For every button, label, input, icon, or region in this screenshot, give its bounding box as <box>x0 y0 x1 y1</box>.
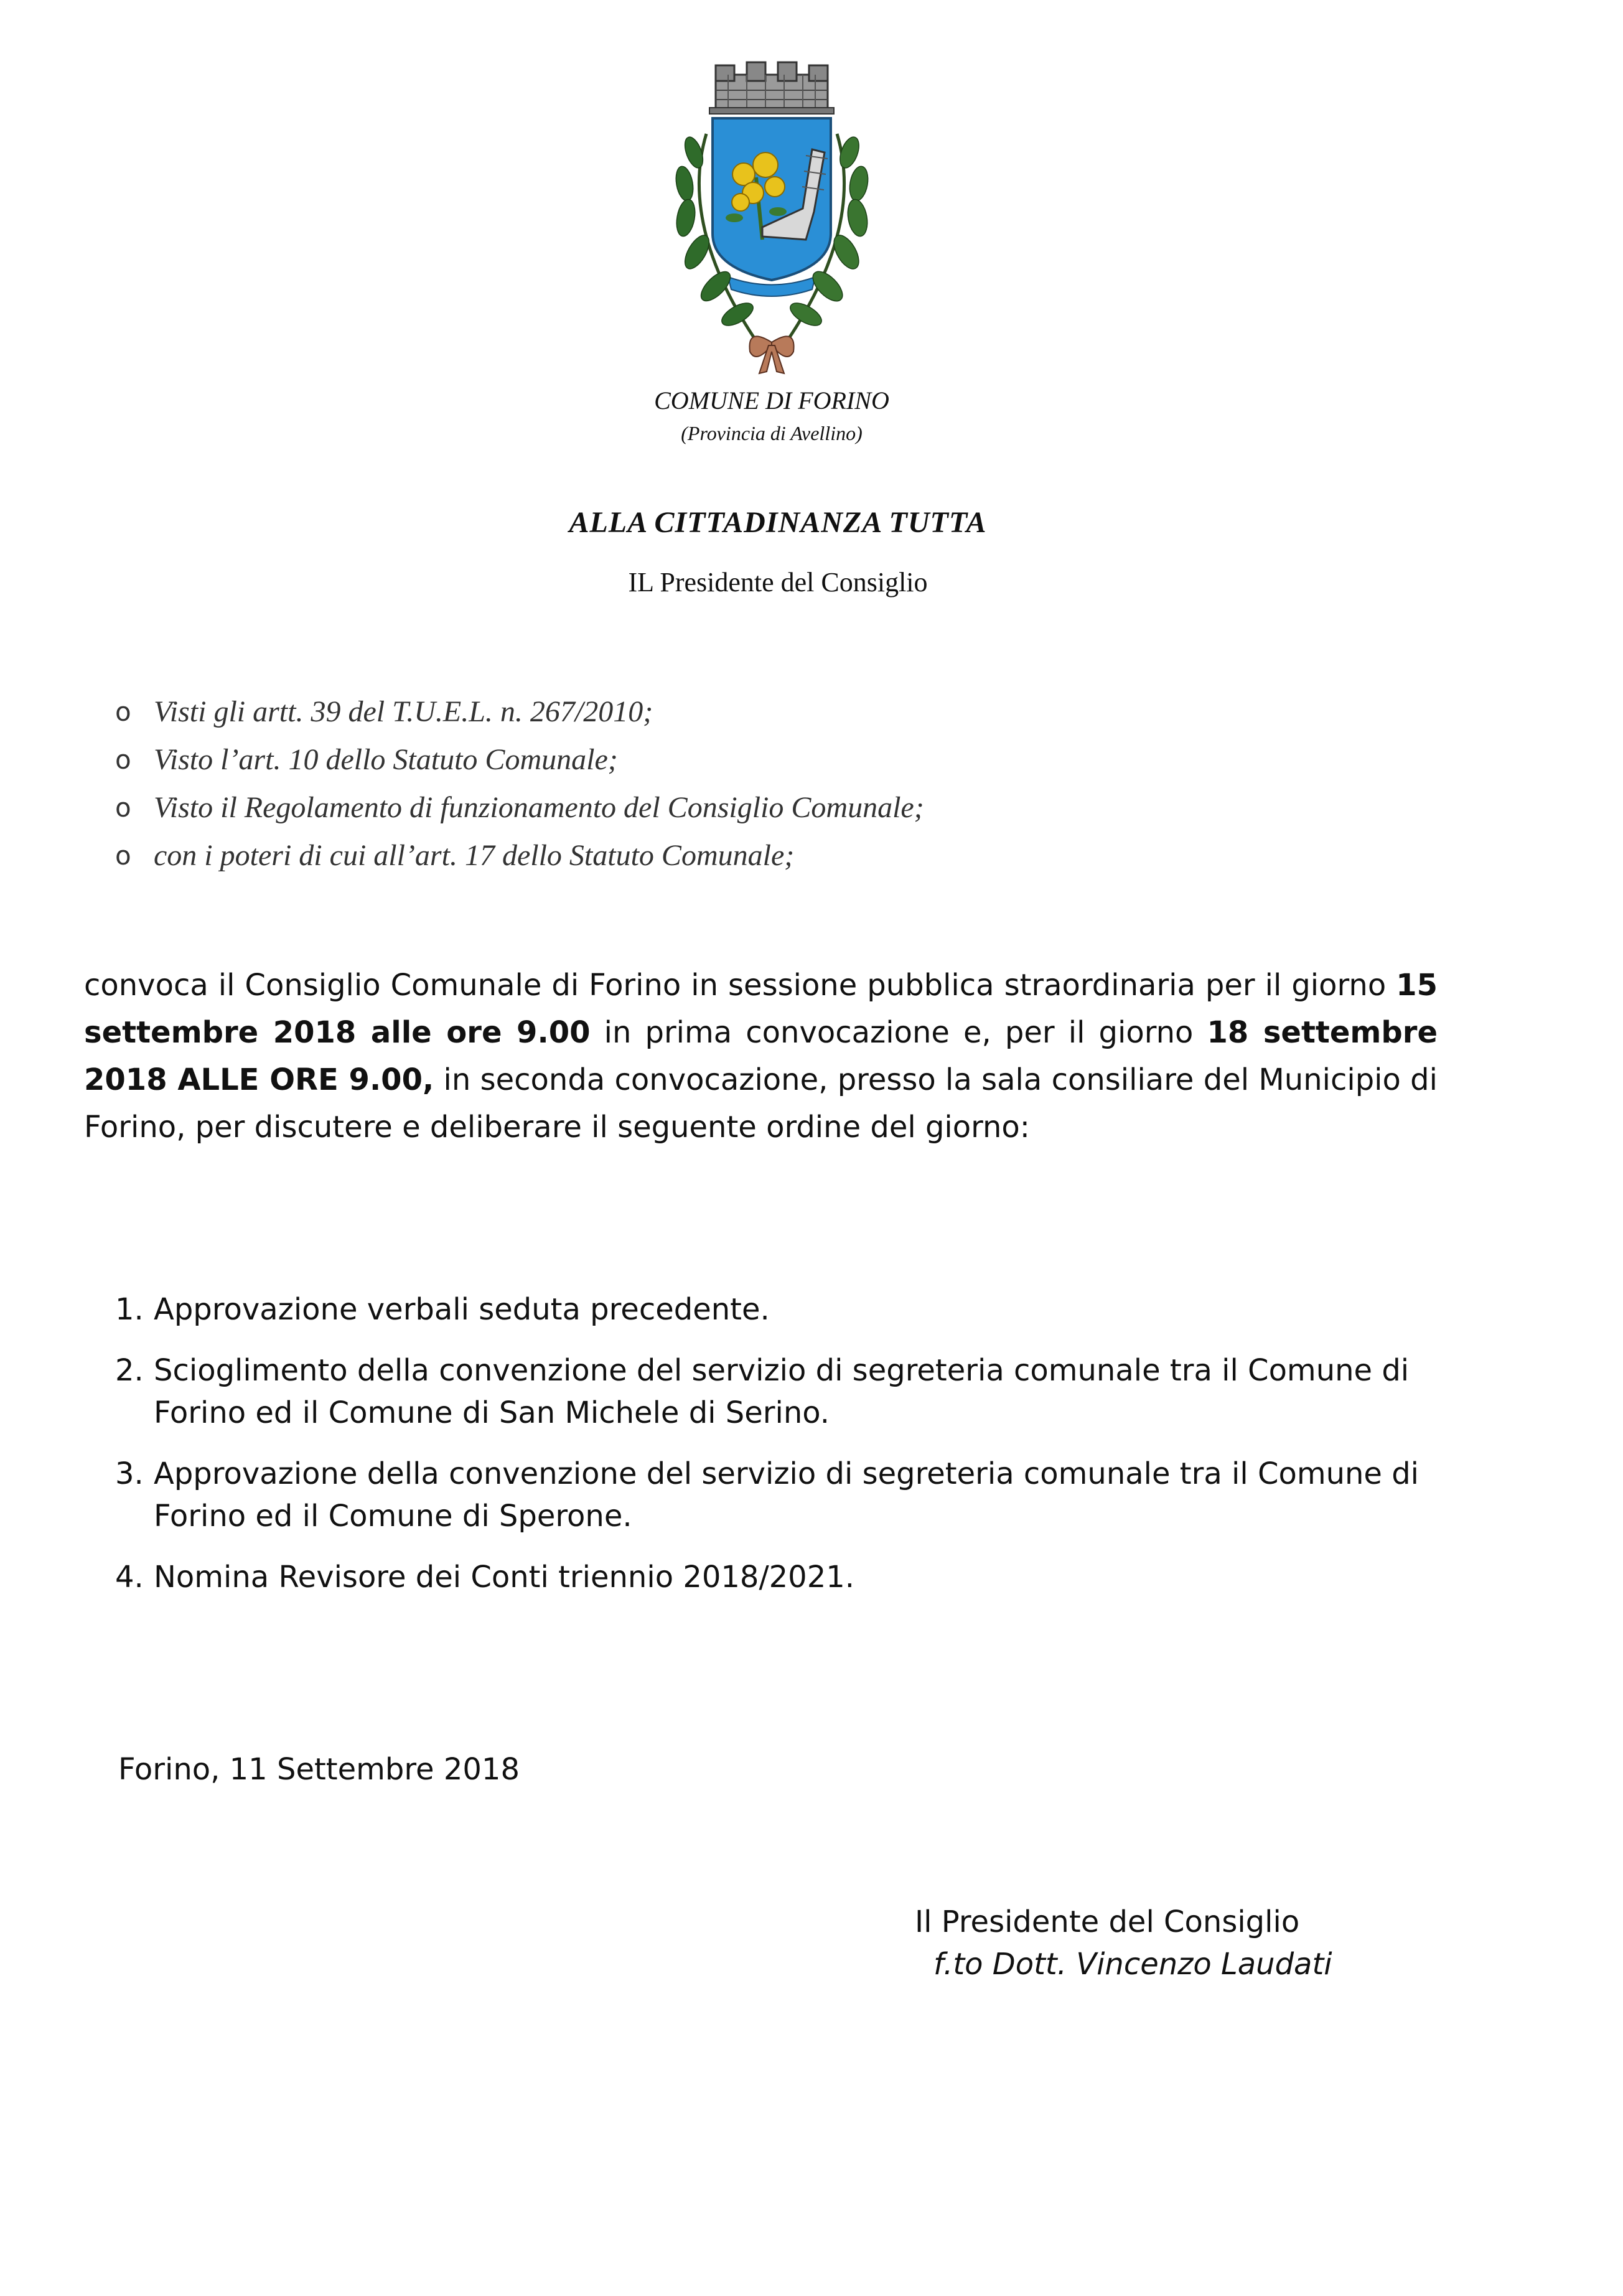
list-item <box>115 1556 1453 1598</box>
premises-list <box>115 688 1298 879</box>
list-item <box>115 832 1298 879</box>
signature-title: Il Presidente del Consiglio <box>915 1905 1300 1939</box>
convocation-paragraph <box>84 962 1438 1151</box>
body-text-2: in prima convocazione e, per il giorno <box>590 1015 1207 1050</box>
agenda-number: 2. <box>115 1353 144 1388</box>
list-item <box>115 784 1298 832</box>
signature-name: f.to Dott. Vincenzo Laudati <box>933 1947 1332 1982</box>
agenda-text: Scioglimento della convenzione del servizio di segreteria comunale tra il Comune di Forino ed il Comune di San Michele di Serino. <box>154 1353 1410 1430</box>
agenda-number: 3. <box>115 1456 144 1491</box>
agenda-number: 4. <box>115 1560 144 1595</box>
body-text-1: convoca il Consiglio Comunale di Forino in sessione pubblica straordinaria per il giorno <box>84 968 1396 1003</box>
agenda-text: Approvazione della convenzione del servizio di segreteria comunale tra il Comune di Forino ed il Comune di Sperone. <box>154 1456 1420 1534</box>
salutation-heading: ALLA CITTADINANZA TUTTA <box>569 506 987 539</box>
body-text-3: in seconda convocazione, presso la sala consiliare del Municipio di Forino, per discutere e deliberare il seguente ordine del giorno: <box>84 1062 1438 1145</box>
agenda-text: Nomina Revisore dei Conti triennio 2018/2021. <box>154 1560 855 1595</box>
comune-name: COMUNE DI FORINO <box>654 387 889 415</box>
issuer-line: IL Presidente del Consiglio <box>628 567 928 597</box>
provincia-label: (Provincia di Avellino) <box>681 422 863 444</box>
crown-icon <box>709 62 834 114</box>
premise-text: Visto il Regolamento di funzionamento del Consiglio Comunale; <box>154 791 924 824</box>
list-item <box>115 736 1298 784</box>
list-item <box>115 688 1298 736</box>
premise-text: Visto l’art. 10 dello Statuto Comunale; <box>154 743 618 776</box>
premise-text: con i poteri di cui all’art. 17 dello Statuto Comunale; <box>154 839 795 872</box>
second-date: 18 settembre 2018 ALLE ORE 9.00, <box>84 1015 1438 1097</box>
bullet: o <box>115 696 131 727</box>
first-date: 15 settembre 2018 alle ore 9.00 <box>84 968 1438 1050</box>
list-item <box>115 1288 1453 1331</box>
place-date: Forino, 11 Settembre 2018 <box>118 1752 520 1787</box>
list-item <box>115 1349 1453 1434</box>
bullet: o <box>115 792 131 823</box>
bullet: o <box>115 744 131 775</box>
premise-text: Visti gli artt. 39 del T.U.E.L. n. 267/2010; <box>154 695 653 728</box>
list-item <box>115 1453 1453 1537</box>
bullet: o <box>115 840 131 871</box>
agenda-number: 1. <box>115 1292 144 1327</box>
coat-of-arms-logo <box>647 53 896 377</box>
agenda-list <box>115 1288 1453 1617</box>
ribbon-bow-icon <box>749 336 793 373</box>
agenda-text: Approvazione verbali seduta precedente. <box>154 1292 770 1327</box>
